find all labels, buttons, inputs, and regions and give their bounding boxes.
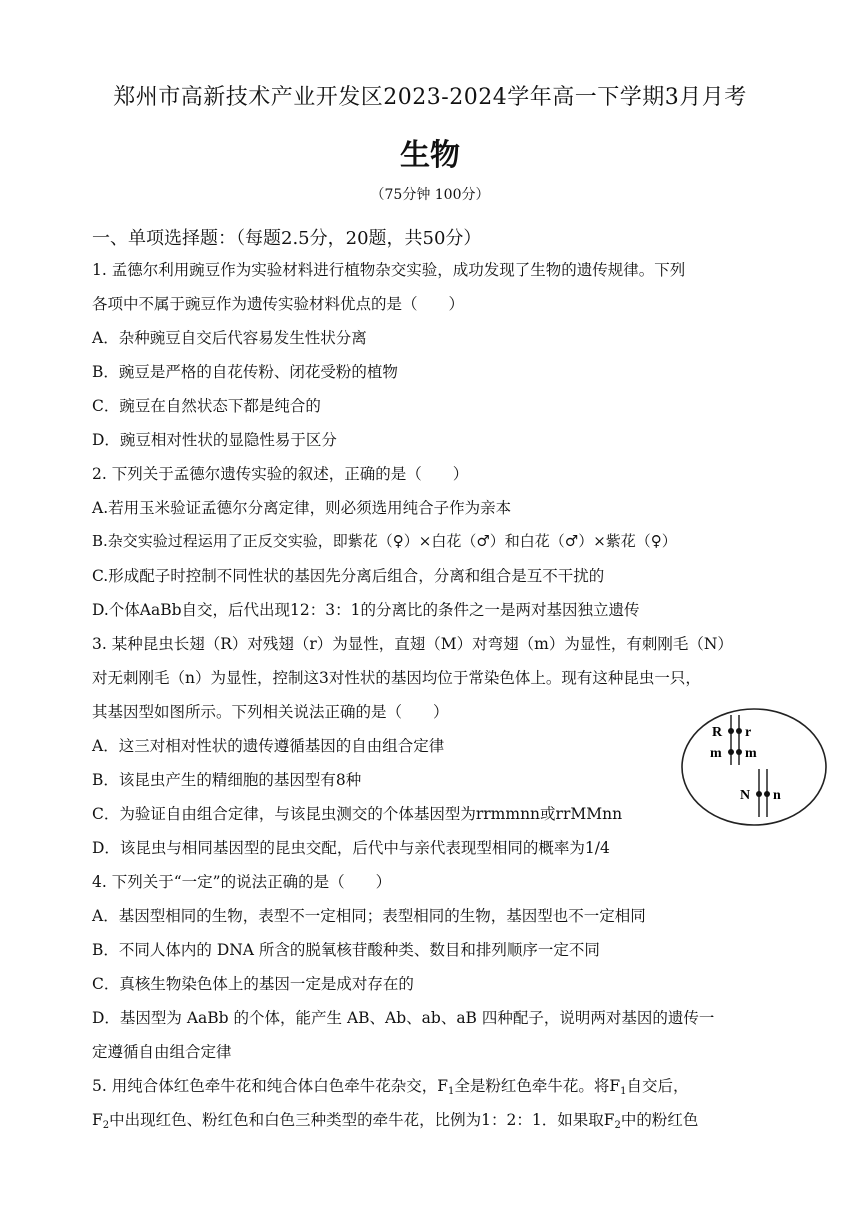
q4-stem: 4. 下列关于“一定”的说法正确的是（ ） [92,873,392,891]
q2-stem: 2. 下列关于孟德尔遗传实验的叙述，正确的是（ ） [92,465,469,483]
q5-stem-line1: 5. 用纯合体红色牵牛花和纯合体白色牵牛花杂交，$F_1$全是粉红色牵牛花。将$F_1$自交后， [92,1077,689,1097]
q1-option-c: C．豌豆在自然状态下都是纯合的 [92,397,321,415]
q4-option-d-line1: D．基因型为 AaBb 的个体，能产生 AB、Ab、ab、aB 四种配子，说明两对基因的遗传一 [92,1009,715,1027]
q1-stem-line1: 1. 孟德尔利用豌豆作为实验材料进行植物杂交实验，成功发现了生物的遗传规律。下列 [92,261,686,279]
q1-stem-line2: 各项中不属于豌豆作为遗传实验材料优点的是（ ） [92,295,465,313]
q3-stem-line1: 3. 某种昆虫长翅（R）对残翅（r）为显性，直翅（M）对弯翅（m）为显性，有刺刚毛（N） [92,635,733,653]
q1-option-d: D．豌豆相对性状的显隐性易于区分 [92,431,337,449]
q4-option-c: C．真核生物染色体上的基因一定是成对存在的 [92,975,414,993]
q1-option-a: A．杂种豌豆自交后代容易发生性状分离 [92,329,367,347]
q2-option-a: A.若用玉米验证孟德尔分离定律，则必须选用纯合子作为亲本 [92,499,512,517]
exam-title: 郑州市高新技术产业开发区2023-2024学年高一下学期3月月考 [113,85,747,110]
q3-option-a: A．这三对相对性状的遗传遵循基因的自由组合定律 [92,737,445,755]
q4-option-d-line2: 定遵循自由组合定律 [92,1043,232,1061]
q4-option-a: A．基因型相同的生物，表型不一定相同；表型相同的生物，基因型也不一定相同 [92,907,646,925]
q2-option-c: C.形成配子时控制不同性状的基因先分离后组合，分离和组合是互不干扰的 [92,567,605,585]
gene-label-m-left: m [710,746,722,761]
q3-option-c: C．为验证自由组合定律，与该昆虫测交的个体基因型为rrmmnn或rrMMnn [92,805,623,823]
q3-option-b: B．该昆虫产生的精细胞的基因型有8种 [92,771,362,789]
gene-label-m-right: m [745,746,757,761]
gene-label-n: n [773,788,781,803]
section-title: 一、单项选择题：（每题2.5分，20题，共50分） [92,228,482,249]
gene-label-r: r [745,725,752,740]
q1-option-b: B．豌豆是严格的自花传粉、闭花受粉的植物 [92,363,398,381]
time-score: （75分钟 100分） [370,187,490,203]
chromosome-figure [680,707,828,827]
gene-label-N: N [740,788,751,803]
q3-stem-line2: 对无刺刚毛（n）为显性，控制这3对性状的基因均位于常染色体上。现有这种昆虫一只， [92,669,701,687]
q2-option-d: D.个体AaBb自交，后代出现12：3：1的分离比的条件之一是两对基因独立遗传 [92,601,640,619]
q3-stem-line3: 其基因型如图所示。下列相关说法正确的是（ ） [92,703,449,721]
subject-title: 生物 [400,138,460,173]
q4-option-b: B．不同人体内的 DNA 所含的脱氧核苷酸种类、数目和排列顺序一定不同 [92,941,600,959]
gene-label-R: R [712,725,723,740]
q5-stem-line2: $F_2$中出现红色、粉红色和白色三种类型的牵牛花，比例为1：2：1．如果取$F_2$中的粉红色 [92,1111,699,1131]
q2-option-b: B.杂交实验过程运用了正反交实验，即紫花（♀）×白花（♂）和白花（♂）×紫花（♀） [92,532,677,550]
q3-option-d: D．该昆虫与相同基因型的昆虫交配，后代中与亲代表现型相同的概率为1/4 [92,839,610,857]
